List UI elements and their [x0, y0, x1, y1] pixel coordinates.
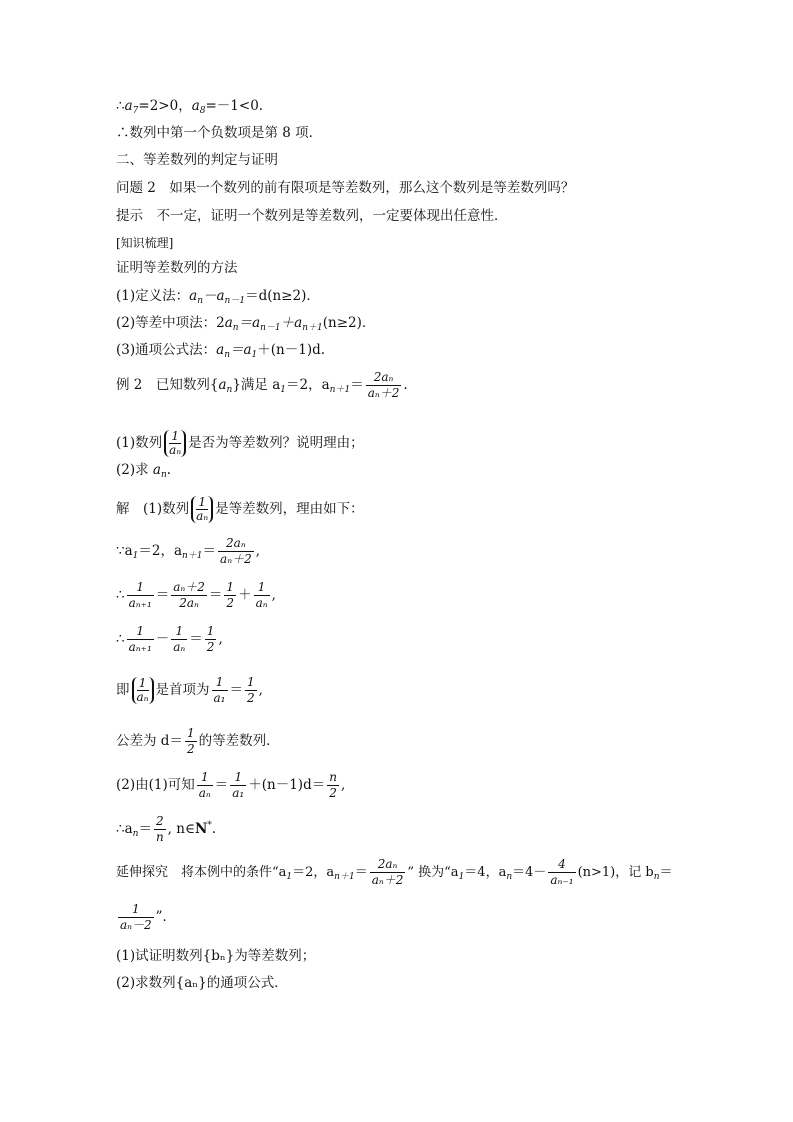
text: (1)数列	[116, 435, 163, 451]
text: ＝4，a	[464, 865, 507, 880]
text: －	[155, 631, 170, 647]
fraction	[127, 580, 154, 611]
solution-step-1	[116, 534, 260, 568]
var-a: a	[189, 288, 198, 304]
text: 公差为 d＝	[116, 733, 183, 749]
denominator: 2	[186, 742, 195, 756]
text: ,	[340, 777, 346, 793]
text: ＝2，a	[292, 865, 335, 880]
text: =2>0，	[138, 98, 192, 114]
var-a: a	[216, 342, 225, 358]
question-part-2	[116, 460, 171, 480]
sub: 1	[286, 872, 293, 882]
text: ,	[258, 682, 263, 698]
text: ＝a	[238, 315, 261, 331]
text: ”．	[155, 909, 177, 925]
text: (n>1)，记 b	[577, 865, 654, 880]
fraction	[548, 857, 575, 888]
sub: n＋1	[329, 385, 351, 395]
fraction	[366, 370, 402, 401]
fraction	[370, 857, 406, 888]
fraction	[185, 726, 197, 757]
text: ∵a	[116, 543, 133, 559]
fraction	[171, 580, 207, 611]
numerator: 2aₙ	[218, 536, 254, 552]
knowledge-heading: [知识梳理]	[116, 236, 174, 250]
text-line-a7-a8	[116, 96, 263, 116]
sub: 1	[132, 551, 139, 561]
text: =－1<0.	[205, 98, 264, 114]
text: (3)通项公式法：	[116, 342, 217, 358]
text: ＝a	[229, 342, 252, 358]
denominator: aₙ＋2	[371, 873, 404, 887]
fraction	[205, 624, 217, 655]
sup: *	[207, 820, 212, 831]
fraction	[218, 536, 254, 567]
methods-heading: 证明等差数列的方法	[116, 260, 238, 276]
fraction	[197, 770, 213, 801]
text: .	[403, 377, 408, 393]
solution-step-3	[116, 622, 223, 656]
fraction	[230, 770, 246, 801]
sequence-brace	[191, 496, 213, 523]
sub: 1	[458, 872, 465, 882]
text: 是等差数列，理由如下：	[215, 501, 364, 517]
sub: 1	[251, 350, 258, 360]
numerator: 1	[127, 624, 154, 640]
numerator: 1	[171, 624, 187, 640]
numerator: 1	[169, 430, 181, 444]
text: ＝	[229, 682, 243, 698]
extension-bn-definition	[116, 900, 176, 934]
numerator: 1	[196, 496, 208, 510]
sub: n＋1	[334, 872, 355, 882]
denominator: 2	[206, 640, 215, 654]
text: ＝	[155, 587, 170, 603]
denominator: aₙ₋₁	[550, 873, 574, 887]
text: (n≥2)．	[322, 315, 376, 331]
solution-part-2	[116, 768, 345, 802]
text: ,	[271, 587, 276, 603]
text: ,	[255, 543, 260, 559]
denominator: aₙ	[196, 509, 209, 523]
denominator: 2aₙ	[179, 596, 199, 610]
text: ＝d(n≥2)．	[245, 288, 320, 304]
text: 例 2 已知数列{	[116, 377, 219, 393]
fraction	[212, 675, 228, 706]
var-a: a	[218, 377, 227, 393]
text: ” 换为“a	[407, 865, 459, 880]
text: }满足 a	[232, 377, 281, 393]
numerator: 1	[127, 580, 154, 596]
text: 即	[116, 682, 130, 698]
denominator: aₙ＋2	[220, 552, 252, 566]
numerator: 1	[186, 726, 195, 740]
sub: n	[653, 872, 660, 882]
method-general-formula	[116, 340, 325, 360]
solution-step-4	[116, 670, 263, 710]
example-2	[116, 370, 408, 400]
text: 是首项为	[155, 682, 210, 698]
question-part-1	[116, 426, 364, 460]
sub: n	[506, 872, 513, 882]
sub: n＋1	[302, 323, 323, 333]
text: (1)定义法：	[116, 288, 190, 304]
denominator: a₁	[213, 691, 226, 705]
text: ∴	[116, 631, 125, 647]
text: ＝	[138, 821, 152, 837]
denominator: aₙ₊₁	[128, 640, 152, 654]
sub: n	[160, 470, 167, 480]
naturals-symbol: N	[194, 821, 208, 837]
sub-7: 7	[132, 106, 139, 116]
denominator: aₙ－2	[120, 918, 152, 932]
text: ＝	[350, 377, 364, 393]
text: ＝4－	[512, 865, 547, 880]
fraction	[254, 580, 270, 611]
denominator: aₙ＋2	[367, 386, 400, 400]
text: ＋	[238, 587, 252, 603]
sub: n＋1	[182, 551, 203, 561]
question-2: 问题 2 如果一个数列的前有限项是等差数列，那么这个数列是等差数列吗？	[116, 180, 575, 196]
method-middle-term	[116, 313, 375, 333]
sequence-brace	[132, 677, 154, 704]
text: ＋a	[280, 315, 303, 331]
solution-step-5	[116, 724, 280, 758]
denominator: aₙ	[173, 640, 186, 654]
fraction	[118, 902, 154, 933]
sub: n	[197, 296, 203, 306]
text: ＝	[354, 865, 368, 880]
sub: n－1	[260, 323, 281, 333]
fraction	[171, 624, 187, 655]
sub: n	[224, 350, 230, 360]
sub: 1	[280, 385, 287, 395]
sequence-brace	[164, 430, 186, 457]
text: , n∈	[167, 821, 195, 837]
text: 的等差数列．	[198, 733, 280, 749]
numerator: 1	[247, 675, 255, 689]
denominator: a₁	[232, 786, 245, 800]
therefore-symbol: ∴	[116, 98, 125, 114]
fraction	[154, 814, 166, 845]
section-heading: 二、等差数列的判定与证明	[116, 152, 278, 168]
sub: n	[232, 323, 239, 333]
fraction	[327, 770, 339, 801]
text: －a	[202, 288, 225, 304]
fraction	[245, 675, 257, 706]
text: ＝	[214, 777, 229, 793]
denominator: 2	[247, 691, 255, 705]
denominator: aₙ₊₁	[128, 596, 152, 610]
text: ＝	[659, 865, 673, 880]
text: ∴a	[116, 821, 133, 837]
numerator: aₙ＋2	[173, 580, 205, 594]
extension-part-2: (2)求数列{aₙ}的通项公式．	[116, 975, 288, 991]
numerator: 2	[154, 814, 166, 830]
numerator: 1	[206, 624, 215, 638]
text: ＝2，a	[286, 377, 330, 393]
text: .	[166, 462, 172, 478]
fraction	[224, 580, 236, 611]
text: .	[211, 821, 217, 837]
text: (2)由(1)可知	[116, 777, 195, 793]
text: ＝	[202, 543, 217, 559]
denominator: aₙ	[136, 690, 149, 704]
extension-part-1: (1)试证明数列{bₙ}为等差数列；	[116, 948, 316, 964]
numerator: 1	[254, 580, 270, 596]
numerator: 1	[230, 770, 246, 786]
var-a: a	[124, 98, 133, 114]
method-definition	[116, 286, 320, 306]
sub: n－1	[224, 296, 246, 306]
denominator: n	[155, 830, 164, 844]
numerator: 1	[226, 580, 235, 594]
numerator: 1	[118, 902, 154, 918]
text: ＋(n－1)d.	[257, 342, 326, 358]
sub: n	[132, 829, 139, 839]
text: ＝	[189, 631, 203, 647]
text: ,	[218, 631, 223, 647]
hint-text: 提示 不一定，证明一个数列是等差数列，一定要体现出任意性．	[116, 208, 508, 224]
numerator: 1	[197, 770, 213, 786]
extension-question	[116, 856, 673, 890]
text-line-first-negative: ∴数列中第一个负数项是第 8 项．	[116, 125, 323, 141]
numerator: 2aₙ	[366, 370, 402, 386]
var-a: a	[224, 315, 233, 331]
numerator: 1	[212, 675, 228, 691]
text: 解 (1)数列	[116, 501, 190, 517]
numerator: 1	[137, 677, 149, 691]
denominator: 2	[226, 596, 235, 610]
text: ＝2，a	[138, 543, 183, 559]
denominator: 2	[329, 786, 337, 800]
denominator: aₙ	[255, 596, 268, 610]
numerator: 2aₙ	[370, 857, 406, 873]
var-a: a	[191, 98, 200, 114]
solution-intro	[116, 492, 364, 526]
solution-step-2	[116, 578, 276, 612]
text: ＋(n－1)d＝	[248, 777, 326, 793]
text: (2)等差中项法：2	[116, 315, 225, 331]
numerator: 4	[548, 857, 575, 873]
numerator: n	[329, 770, 337, 784]
text: 延伸探究 将本例中的条件“a	[116, 865, 287, 880]
denominator: aₙ	[169, 443, 182, 457]
var-a: a	[152, 462, 161, 478]
text: ∴	[116, 587, 125, 603]
sub: n	[226, 385, 233, 395]
solution-result	[116, 812, 216, 846]
text: ＝	[208, 587, 223, 603]
text: (2)求	[116, 462, 153, 478]
sub-8: 8	[199, 106, 206, 116]
fraction	[127, 624, 154, 655]
text: 是否为等差数列？说明理由；	[188, 435, 364, 451]
denominator: aₙ	[198, 786, 211, 800]
